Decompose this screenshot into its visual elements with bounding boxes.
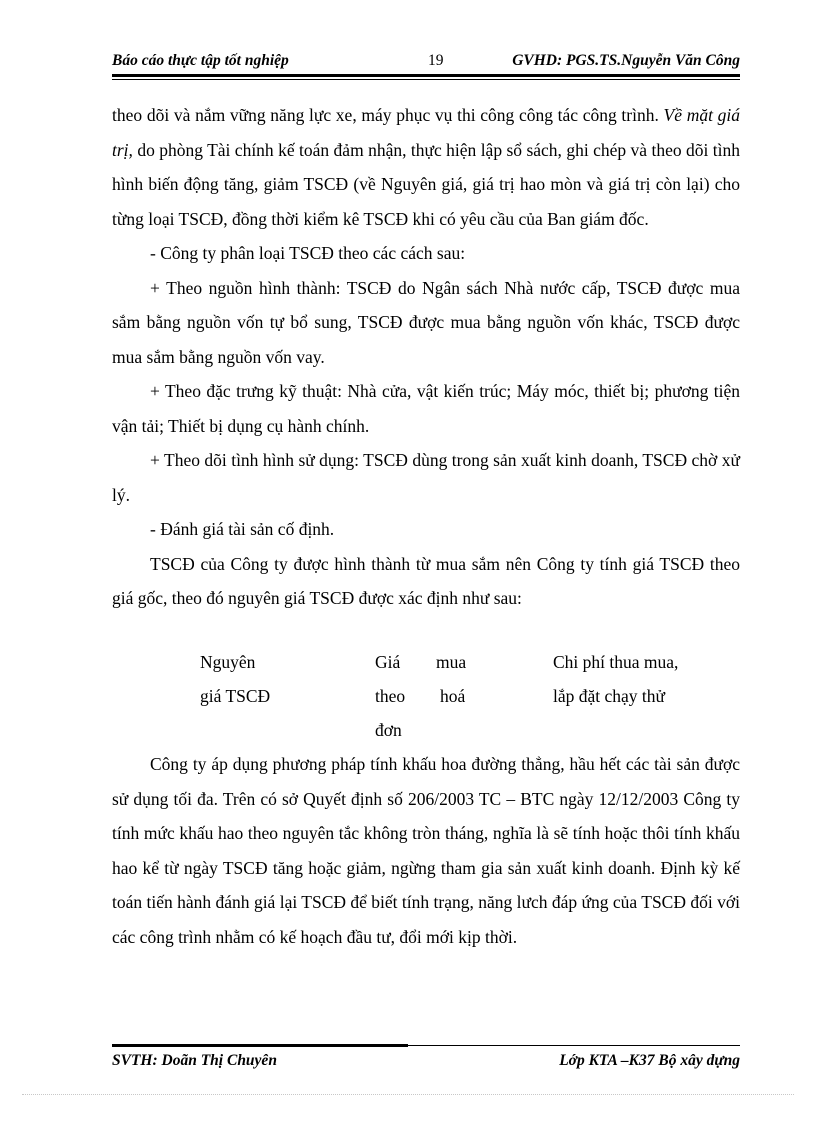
formula-term-1-line-1: Nguyên (200, 652, 256, 672)
page-footer (112, 1052, 740, 1076)
paragraph-2: - Công ty phân loại TSCĐ theo các cách sau: (150, 243, 466, 263)
formula-term-3-line-1: mua (436, 652, 467, 672)
footer-class: Lớp KTA –K37 Bộ xây dựng (559, 1052, 740, 1069)
paragraph-1-text-b: do phòng Tài chính kế toán đảm nhận, thực hiện lập sổ sách, ghi chép và theo dõi tình hình biến động tăng, giảm TSCĐ (về Nguyên giá, giá trị hao mòn và giá trị còn lại) cho từng loại TSCĐ, đồng thời kiểm kê TSCĐ khi có yêu cầu của Ban giám đốc. (112, 139, 740, 229)
header-supervisor: GVHD: PGS.TS.Nguyễn Văn Công (512, 52, 740, 69)
paragraph-1 (112, 98, 740, 236)
paragraph-7: TSCĐ của Công ty được hình thành từ mua sắm nên Công ty tính giá TSCĐ theo giá gốc, theo đó nguyên giá TSCĐ được xác định như sau: (112, 553, 740, 608)
formula-term-2-line-2: theo (375, 686, 406, 706)
body-section-1 (112, 98, 740, 616)
footer-rule-thick (112, 1044, 408, 1047)
paragraph-3: + Theo nguồn hình thành: TSCĐ do Ngân sách Nhà nước cấp, TSCĐ được mua sắm bằng nguồn vốn tự bổ sung, TSCĐ được mua bằng nguồn vốn khác, TSCĐ được mua sắm bằng nguồn vốn vay. (112, 277, 740, 367)
footer-student: SVTH: Doãn Thị Chuyên (112, 1052, 277, 1069)
paragraph-8: Công ty áp dụng phương pháp tính khấu hoa đường thẳng, hầu hết các tài sản được sử dụng tối đa. Trên có sở Quyết định số 206/2003 TC – BTC ngày 12/12/2003 Công ty tính mức khấu hao theo nguyên tắc không tròn tháng, nghĩa là sẽ tính hoặc thôi tính khấu hao kể từ ngày TSCĐ tăng hoặc giảm, ngừng tham gia sản xuất kinh doanh. Định kỳ kế toán tiến hành đánh giá lại TSCĐ để biết tính trạng, năng lưch đáp ứng của TSCĐ đối với các công trình nhằm có kế hoạch đầu tư, đổi mới kịp thời. (112, 754, 740, 947)
body-section-2 (112, 747, 740, 954)
footer-rule-thin (408, 1045, 740, 1046)
paragraph-4: + Theo đặc trưng kỹ thuật: Nhà cửa, vật kiến trúc; Máy móc, thiết bị; phương tiện vận tải; Thiết bị dụng cụ hành chính. (112, 381, 740, 436)
paragraph-1-text-a: theo dõi và nắm vững năng lực xe, máy phục vụ thi công công tác công trình. (112, 105, 664, 125)
formula-term-2-line-3: đơn (375, 720, 402, 740)
cost-formula (200, 648, 740, 748)
formula-term-3-line-2: hoá (440, 686, 466, 706)
page-number: 19 (428, 52, 444, 69)
paragraph-6: - Đánh giá tài sản cố định. (150, 519, 335, 539)
page-header (112, 50, 740, 74)
header-rule-thick (112, 74, 740, 77)
page-bottom-dotted-border (22, 1094, 794, 1095)
formula-term-4-line-1: Chi phí thua mua, (553, 652, 679, 672)
header-rule-thin (112, 79, 740, 80)
paragraph-5: + Theo dõi tình hình sử dụng: TSCĐ dùng trong sản xuất kinh doanh, TSCĐ chờ xử lý. (112, 450, 740, 505)
formula-term-2-line-1: Giá (375, 652, 401, 672)
formula-term-4-line-2: lắp đặt chạy thử (553, 686, 666, 706)
paragraph-1-italic: Về mặt giá trị, (112, 105, 740, 160)
header-report-title: Báo cáo thực tập tốt nghiệp (112, 52, 289, 69)
formula-term-1-line-2: giá TSCĐ (200, 686, 271, 706)
